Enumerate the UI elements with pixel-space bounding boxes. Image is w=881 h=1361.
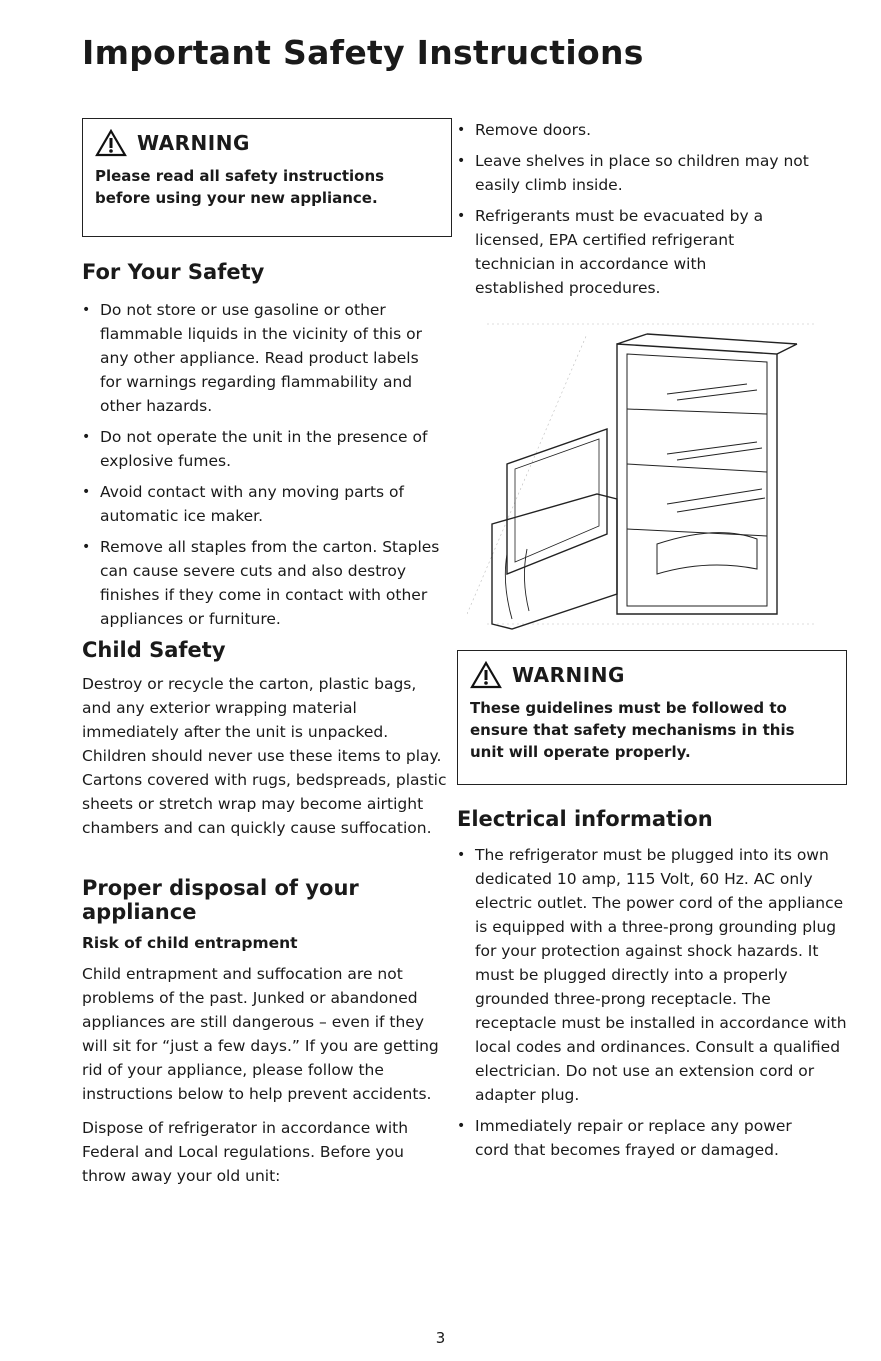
disposal-subheading: Risk of child entrapment (82, 934, 298, 952)
list-item: • Remove doors. (457, 118, 837, 142)
list-item: • Refrigerants must be evacuated by a licensed, EPA certified refrigerant technician in accordance with established procedures. (457, 204, 795, 300)
warning-label: WARNING (137, 131, 250, 155)
warning-box-guidelines (457, 650, 847, 785)
for-your-safety-heading: For Your Safety (82, 260, 265, 284)
warning-triangle-icon (95, 129, 127, 157)
list-item: • Do not operate the unit in the presence of explosive fumes. (82, 425, 442, 473)
warning-header (470, 661, 834, 689)
list-item: • The refrigerator must be plugged into its own dedicated 10 amp, 115 Volt, 60 Hz. AC only electric outlet. The power cord of the appliance is equipped with a three-prong grounding plug for your protection against shock hazards. It must be plugged directly into a properly grounded three-prong receptacle. The receptacle must be installed in accordance with local codes and ordinances. Consult a qualified electrician. Do not use an extension cord or adapter plug. (457, 843, 847, 1107)
electrical-list (457, 843, 847, 1162)
list-item: • Avoid contact with any moving parts of automatic ice maker. (82, 480, 442, 528)
disposal-paragraph-2: Dispose of refrigerator in accordance with Federal and Local regulations. Before you throw away your old unit: (82, 1119, 409, 1185)
page-title: Important Safety Instructions (82, 33, 644, 72)
warning-box-read-instructions (82, 118, 452, 237)
list-item: • Remove all staples from the carton. Staples can cause severe cuts and also destroy finishes if they come in contact with other appliances or furniture. (82, 535, 442, 631)
list-item: • Do not store or use gasoline or other flammable liquids in the vicinity of this or any other appliance. Read product labels for warnings regarding flammability and other hazards. (82, 298, 442, 418)
warning-triangle-icon (470, 661, 502, 689)
for-your-safety-list (82, 298, 442, 631)
warning-label: WARNING (512, 663, 625, 687)
list-item: • Leave shelves in place so children may not easily climb inside. (457, 149, 837, 197)
warning-text: These guidelines must be followed to ensure that safety mechanisms in this unit will operate properly. (470, 699, 795, 761)
refrigerator-illustration (467, 314, 827, 634)
disposal-paragraph-1: Child entrapment and suffocation are not problems of the past. Junked or abandoned appliances are still dangerous – even if they will sit for “just a few days.” If you are getting rid of your appliance, please follow the instructions below to help prevent accidents. (82, 965, 439, 1103)
disposal-heading: Proper disposal of your appliance (82, 876, 359, 924)
right-column (457, 118, 847, 1169)
child-safety-heading: Child Safety (82, 638, 226, 662)
electrical-heading: Electrical information (457, 807, 713, 831)
disposal-steps-list (457, 118, 837, 300)
list-item: • Immediately repair or replace any power cord that becomes frayed or damaged. (457, 1114, 825, 1162)
warning-header (95, 129, 439, 157)
page-number: 3 (435, 1329, 446, 1347)
warning-text: Please read all safety instructions before using your new appliance. (95, 167, 385, 207)
left-column (82, 118, 452, 1188)
child-safety-text: Destroy or recycle the carton, plastic bags, and any exterior wrapping material immediately after the unit is unpacked. Children should never use these items to play. Cartons covered with rugs, bedspreads, plastic sheets or stretch wrap may become airtight chambers and can quickly cause suffocation. (82, 675, 447, 837)
